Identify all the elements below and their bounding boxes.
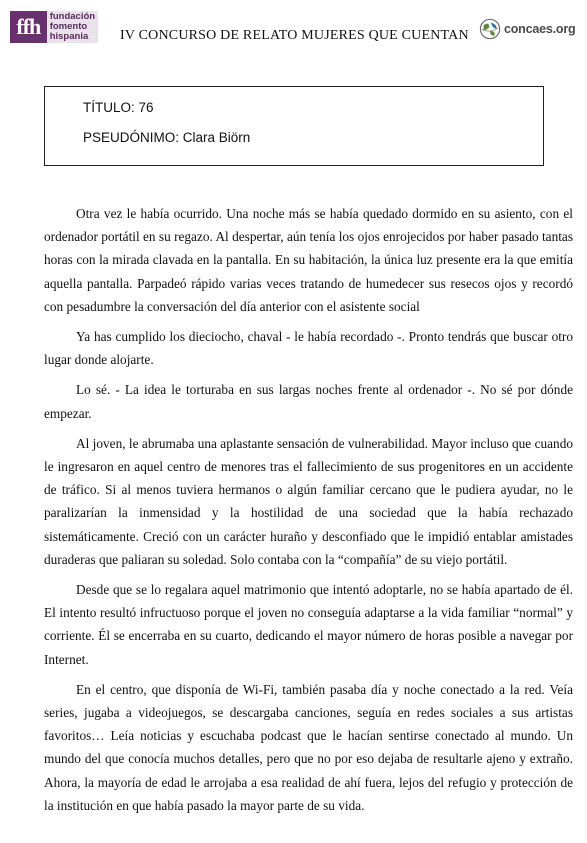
ffh-logo-line-3: hispania <box>49 31 89 42</box>
ffh-logo-mark: ffh <box>10 11 47 43</box>
concaes-logo <box>479 17 575 41</box>
paragraph: Otra vez le había ocurrido. Una noche más se había quedado dormido en su asiento, con el ordenador portátil en su regazo. Al despertar, aún tenía los ojos enrojecidos por haber pasado tantas horas con la mirada clavada en la pantalla. En su habitación, la única luz presente era la que emitía aquella pantalla. Parpadeó rápido varias veces tratando de humedecer sus resecos ojos y recordó con pesadumbre la conversación del día anterior con el asistente social <box>44 206 573 314</box>
ffh-logo-line-2: fomento <box>49 21 88 32</box>
entry-info-box <box>44 86 544 166</box>
story-body <box>44 202 573 824</box>
concaes-logo-text: concaes.org <box>504 22 576 36</box>
ffh-logo-text <box>47 11 98 43</box>
globe-icon <box>479 18 501 40</box>
paragraph: En el centro, que disponía de Wi-Fi, también pasaba día y noche conectado a la red. Veía series, jugaba a videojuegos, se descargaba canciones, seguía en redes sociales a sus artistas favoritos… Leía noticias y escuchaba podcast que le hacían sentirse conectado al mundo. Un mundo del que conocía muchos detalles, pero que no por eso dejaba de resultarle ajeno y extraño. Ahora, la mayoría de edad le arrojaba a esa realidad de ahí fuera, lejos del refugio y protección de la institución en que había pasado la mayor parte de su vida. <box>44 681 573 813</box>
entry-pseudonym: PSEUDÓNIMO: Clara Biörn <box>83 130 251 145</box>
contest-title: IV CONCURSO DE RELATO MUJERES QUE CUENTAN <box>120 28 469 43</box>
paragraph: Ya has cumplido los dieciocho, chaval - le había recordado -. Pronto tendrás que buscar otro lugar donde alojarte. <box>44 329 573 368</box>
fundacion-fomento-hispania-logo <box>10 11 98 43</box>
entry-title: TÍTULO: 76 <box>83 100 154 115</box>
paragraph: Desde que se lo regalara aquel matrimonio que intentó adoptarle, no se había apartado de él. El intento resultó infructuoso porque el joven no conseguía adaptarse a la vida familiar “normal” y corriente. Él se encerraba en su cuarto, dedicando el mayor número de horas posible a navegar por Internet. <box>44 582 573 667</box>
paragraph: Lo sé. - La idea le torturaba en sus largas noches frente al ordenador -. No sé por dónde empezar. <box>44 382 573 421</box>
ffh-logo-line-1: fundación <box>49 11 96 22</box>
paragraph: Al joven, le abrumaba una aplastante sensación de vulnerabilidad. Mayor incluso que cuando le ingresaron en aquel centro de menores tras el fallecimiento de sus progenitores en un accidente de tráfico. Si al menos tuviera hermanos o algún familiar cercano que le pudiera ayudar, no le paralizarían la inmensidad y la hostilidad de una sociedad que la había rechazado sistemáticamente. Creció con un carácter huraño y desconfiado que le impidió entablar amistades duraderas que paliaran su soledad. Solo contaba con la “compañía” de su viejo portátil. <box>44 435 573 567</box>
page-header <box>0 0 587 50</box>
